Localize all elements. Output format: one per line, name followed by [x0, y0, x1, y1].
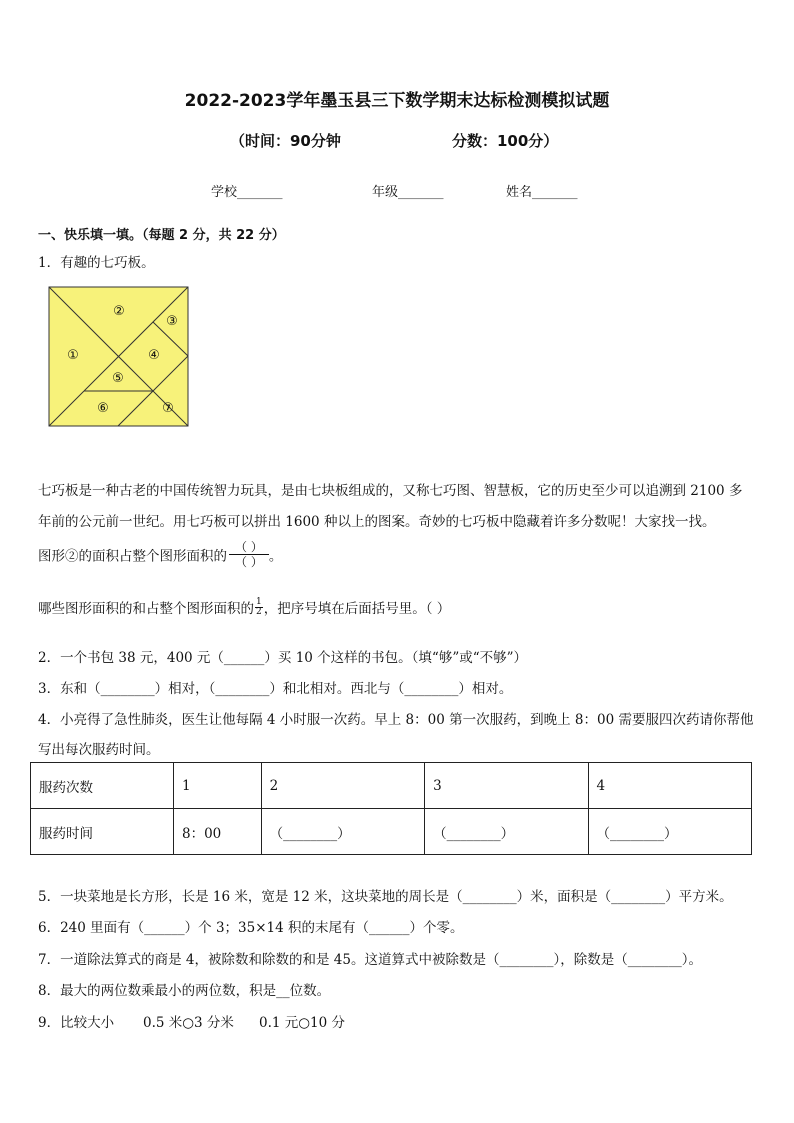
q1-paragraph-1: 七巧板是一种古老的中国传统智力玩具，是由七块板组成的，又称七巧图、智慧板，它的历史至少可以追溯到 2100 多: [38, 483, 743, 499]
tangram-label-1: ①: [67, 348, 79, 363]
table-header-time: 服药时间: [31, 809, 174, 855]
question-4-line-1: 4．小亮得了急性肺炎，医生让他每隔 4 小时服一次药。早上 8：00 第一次服药，到晚上 8：00 需要服四次药请你帮他: [38, 712, 754, 728]
answer-cell[interactable]: （________）: [425, 809, 588, 855]
question-9-item-2[interactable]: 0.1 元○10 分: [259, 1015, 346, 1031]
section-heading: 一、快乐填一填。（每题 2 分，共 22 分）: [38, 228, 285, 243]
name-field[interactable]: 姓名_______: [506, 185, 578, 200]
q1-part-b-text: 哪些图形面积的和占整个图形面积的: [38, 601, 254, 617]
question-8[interactable]: 8．最大的两位数乘最小的两位数，积是__位数。: [38, 983, 331, 999]
medication-table: [30, 762, 752, 855]
table-cell: 3: [425, 763, 588, 809]
half-fraction: [255, 598, 263, 617]
table-cell: 1: [174, 763, 262, 809]
q1-period: 。: [268, 548, 283, 565]
q1-part-a-text: 图形②的面积占整个图形面积的: [38, 548, 227, 565]
half-numerator: 1: [256, 596, 262, 607]
table-header-count: 服药次数: [31, 763, 174, 809]
page-title: 2022-2023学年墨玉县三下数学期末达标检测模拟试题: [184, 91, 610, 111]
school-field[interactable]: 学校_______: [211, 185, 283, 200]
q1-title: 1．有趣的七巧板。: [38, 255, 155, 271]
table-row: [31, 809, 752, 855]
q1-part-b-answer[interactable]: ，把序号填在后面括号里。（ ）: [263, 601, 451, 617]
q1-paragraph-2: 年前的公元前一世纪。用七巧板可以拼出 1600 种以上的图案。奇妙的七巧板中隐藏着许多分数呢！大家找一找。: [38, 514, 716, 530]
grade-field[interactable]: 年级_______: [372, 185, 444, 200]
tangram-label-4: ④: [148, 348, 160, 363]
tangram-label-6: ⑥: [97, 401, 109, 416]
question-9-label: 9．比较大小: [38, 1015, 115, 1031]
tangram-label-3: ③: [166, 314, 178, 329]
question-5[interactable]: 5．一块菜地是长方形，长是 16 米，宽是 12 米，这块菜地的周长是（________）米，面积是（________）平方米。: [38, 889, 733, 905]
tangram-figure: [48, 286, 190, 428]
question-3[interactable]: 3．东和（________）相对，（________）和北相对。西北与（________）相对。: [38, 681, 513, 697]
question-9-item-1[interactable]: 0.5 米○3 分米: [143, 1015, 234, 1031]
tangram-label-7: ⑦: [162, 401, 174, 416]
fraction-numerator[interactable]: （ ）: [229, 540, 269, 555]
answer-cell[interactable]: （________）: [588, 809, 751, 855]
q1-part-b: [38, 597, 450, 617]
question-6[interactable]: 6．240 里面有（______）个 3；35×14 积的末尾有（______）个零。: [38, 920, 464, 936]
half-denominator: 2: [256, 606, 262, 617]
answer-fraction[interactable]: [229, 540, 269, 569]
tangram-label-5: ⑤: [112, 371, 124, 386]
q1-part-a: [38, 540, 282, 569]
table-cell: 4: [588, 763, 751, 809]
table-row: [31, 763, 752, 809]
question-2[interactable]: 2．一个书包 38 元，400 元（______）买 10 个这样的书包。（填“够”或“不够”）: [38, 650, 528, 666]
exam-time: （时间：90分钟: [230, 132, 341, 150]
question-7[interactable]: 7．一道除法算式的商是 4，被除数和除数的和是 45。这道算式中被除数是（________），除数是（________）。: [38, 952, 702, 968]
table-cell: 2: [261, 763, 424, 809]
answer-cell[interactable]: （________）: [261, 809, 424, 855]
exam-score: 分数：100分）: [452, 132, 559, 150]
question-4-line-2: 写出每次服药时间。: [38, 742, 160, 758]
tangram-label-2: ②: [113, 304, 125, 319]
table-cell: 8：00: [174, 809, 262, 855]
fraction-denominator[interactable]: （ ）: [235, 555, 263, 569]
